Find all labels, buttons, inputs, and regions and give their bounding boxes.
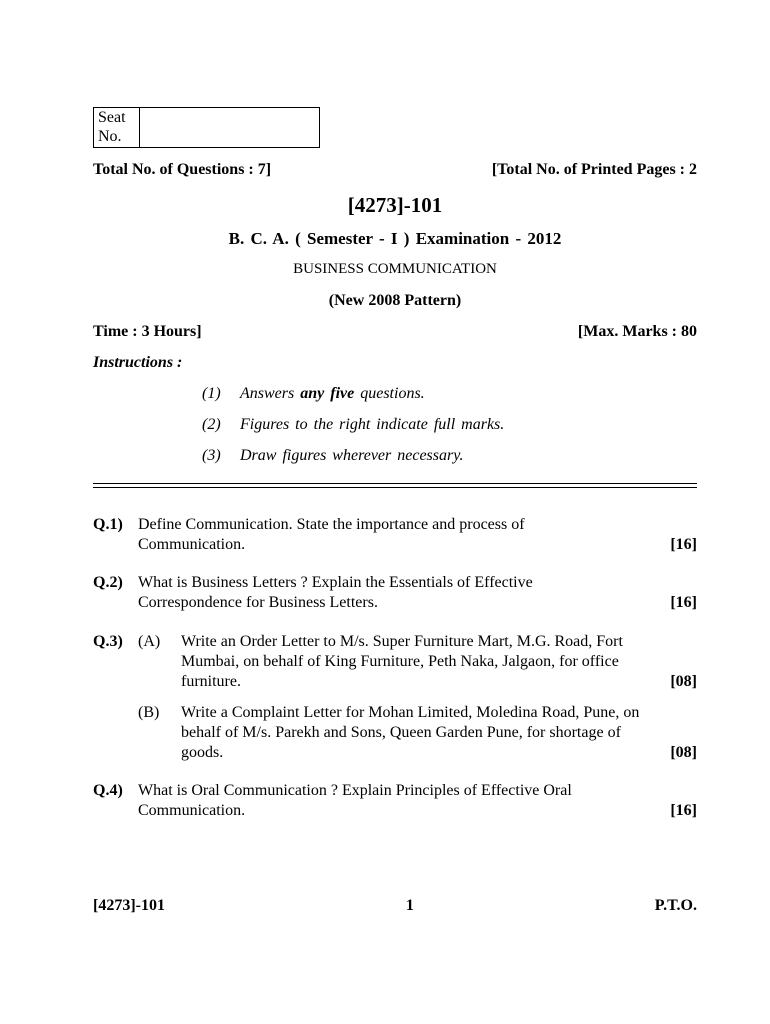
part-text: Write a Complaint Letter for Mohan Limited, Moledina Road, Pune, on behalf of M/s. Parekh and Sons, Queen Garden Pune, for shortage of goods. bbox=[181, 704, 640, 761]
part-marks: [08] bbox=[670, 744, 697, 761]
pattern: (New 2008 Pattern) bbox=[328, 292, 462, 309]
footer-code: [4273]-101 bbox=[93, 897, 165, 914]
question-text: What is Business Letters ? Explain the Essentials of Effective Correspondence for Business Letters. bbox=[138, 574, 533, 611]
pto: P.T.O. bbox=[654, 897, 697, 914]
seat-number-box bbox=[93, 107, 320, 148]
question-marks: [16] bbox=[670, 536, 697, 553]
instruction-item bbox=[202, 385, 425, 403]
question-3-part-a bbox=[93, 632, 697, 692]
instruction-text: Figures to the right indicate full marks. bbox=[240, 416, 505, 433]
instruction-pre: Answers bbox=[240, 385, 301, 402]
total-questions: Total No. of Questions : 7] bbox=[93, 161, 272, 178]
seat-label bbox=[94, 108, 140, 147]
part-label: (A) bbox=[138, 633, 161, 650]
question-4 bbox=[93, 781, 697, 821]
instruction-item bbox=[202, 416, 504, 434]
instruction-post: questions. bbox=[354, 385, 425, 402]
page-number: 1 bbox=[405, 897, 414, 914]
printed-pages: [Total No. of Printed Pages : 2 bbox=[491, 161, 697, 178]
part-label: (B) bbox=[138, 704, 160, 721]
question-marks: [16] bbox=[670, 594, 697, 611]
question-number: Q.1) bbox=[93, 516, 123, 533]
seat-label-line2: No. bbox=[98, 128, 122, 145]
question-2 bbox=[93, 573, 697, 613]
seat-label-line1: Seat bbox=[98, 109, 126, 126]
time: Time : 3 Hours] bbox=[93, 323, 202, 340]
header-totals-row bbox=[93, 161, 697, 179]
question-1 bbox=[93, 515, 697, 555]
instruction-item bbox=[202, 447, 463, 465]
exam-title: B. C. A. ( Semester - I ) Examination - 2012 bbox=[228, 229, 562, 248]
question-3-part-b bbox=[93, 703, 697, 763]
question-number: Q.2) bbox=[93, 574, 123, 591]
separator-rule bbox=[93, 487, 697, 488]
seat-number-field bbox=[140, 108, 319, 147]
instruction-text: Draw figures wherever necessary. bbox=[240, 447, 464, 464]
instruction-number: (1) bbox=[202, 385, 221, 402]
instructions-heading: Instructions : bbox=[93, 354, 183, 371]
paper-code: [4273]-101 bbox=[347, 193, 443, 217]
instruction-emphasis: any five bbox=[300, 385, 355, 402]
question-number: Q.3) bbox=[93, 633, 123, 650]
subject-title: BUSINESS COMMUNICATION bbox=[293, 261, 497, 277]
page-footer bbox=[93, 897, 697, 915]
part-text: Write an Order Letter to M/s. Super Furniture Mart, M.G. Road, Fort Mumbai, on behalf of King Furniture, Peth Naka, Jalgaon, for office furniture. bbox=[181, 633, 623, 690]
question-text: Define Communication. State the importance and process of Communication. bbox=[138, 516, 525, 553]
instruction-number: (2) bbox=[202, 416, 221, 433]
time-marks-row bbox=[93, 323, 697, 341]
question-marks: [16] bbox=[670, 802, 697, 819]
max-marks: [Max. Marks : 80 bbox=[577, 323, 697, 340]
separator-rule bbox=[93, 483, 697, 484]
instruction-number: (3) bbox=[202, 447, 221, 464]
question-number: Q.4) bbox=[93, 782, 123, 799]
part-marks: [08] bbox=[670, 673, 697, 690]
question-text: What is Oral Communication ? Explain Principles of Effective Oral Communication. bbox=[138, 782, 572, 819]
